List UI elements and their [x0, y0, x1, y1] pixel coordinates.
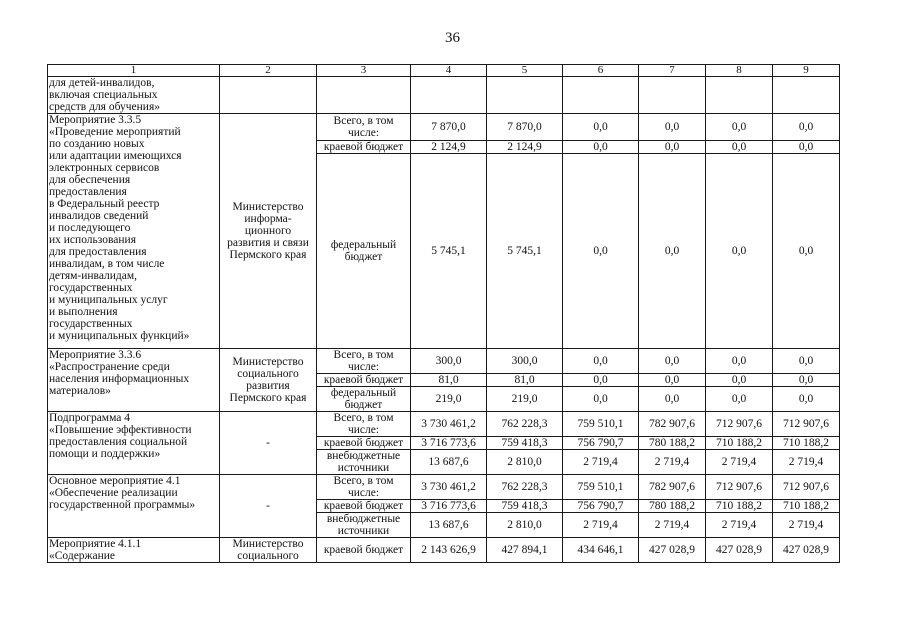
value-cell: 2 719,4 [563, 513, 639, 538]
table-row [48, 412, 840, 437]
column-number: 3 [317, 65, 411, 77]
value-cell: 762 228,3 [487, 412, 563, 437]
activity-name: Подпрограмма 4 «Повышение эффективности предоставления социальной помощи и поддержки» [48, 412, 220, 475]
value-cell: 7 870,0 [411, 114, 487, 141]
value-cell [773, 77, 840, 114]
value-cell: 81,0 [487, 374, 563, 387]
column-number-row [48, 65, 840, 77]
value-cell: 2 143 626,9 [411, 538, 487, 563]
value-cell: 712 907,6 [773, 412, 840, 437]
value-cell: 0,0 [773, 374, 840, 387]
value-cell: 0,0 [773, 349, 840, 374]
value-cell: 710 188,2 [706, 437, 773, 450]
value-cell: 427 028,9 [639, 538, 706, 563]
value-cell: 2 810,0 [487, 513, 563, 538]
funding-source: Всего, в том числе: [317, 349, 411, 374]
value-cell: 3 730 461,2 [411, 412, 487, 437]
activity-name: для детей-инвалидов, включая специальных средств для обучения» [48, 77, 220, 114]
table-row [48, 114, 840, 141]
table-row [48, 475, 840, 500]
value-cell: 0,0 [639, 154, 706, 349]
value-cell: 2 124,9 [411, 141, 487, 154]
funding-source: Всего, в том числе: [317, 475, 411, 500]
value-cell: 5 745,1 [411, 154, 487, 349]
table-row [48, 77, 840, 114]
value-cell: 219,0 [487, 387, 563, 412]
value-cell: 0,0 [706, 114, 773, 141]
value-cell: 0,0 [563, 387, 639, 412]
page-number: 36 [445, 30, 460, 46]
value-cell: 0,0 [639, 114, 706, 141]
value-cell: 300,0 [487, 349, 563, 374]
column-number: 6 [563, 65, 639, 77]
value-cell: 780 188,2 [639, 437, 706, 450]
value-cell: 0,0 [773, 141, 840, 154]
value-cell: 0,0 [563, 141, 639, 154]
table-row [48, 349, 840, 374]
value-cell: 759 418,3 [487, 500, 563, 513]
funding-source: внебюджетные источники [317, 450, 411, 475]
funding-source: федеральный бюджет [317, 387, 411, 412]
budget-table [47, 64, 840, 563]
executor: Министерство социального развития Пермского края [220, 349, 317, 412]
executor: Министерство информа- ционного развития и связи Пермского края [220, 114, 317, 349]
activity-name: Мероприятие 4.1.1 «Содержание [48, 538, 220, 563]
value-cell: 782 907,6 [639, 475, 706, 500]
value-cell: 759 510,1 [563, 412, 639, 437]
value-cell: 81,0 [411, 374, 487, 387]
value-cell: 780 188,2 [639, 500, 706, 513]
value-cell: 710 188,2 [773, 437, 840, 450]
value-cell: 0,0 [773, 387, 840, 412]
value-cell: 0,0 [639, 141, 706, 154]
value-cell: 434 646,1 [563, 538, 639, 563]
value-cell: 762 228,3 [487, 475, 563, 500]
value-cell: 2 719,4 [639, 513, 706, 538]
value-cell: 0,0 [639, 374, 706, 387]
value-cell: 0,0 [773, 154, 840, 349]
value-cell: 2 719,4 [706, 450, 773, 475]
value-cell: 300,0 [411, 349, 487, 374]
value-cell: 710 188,2 [773, 500, 840, 513]
value-cell: 756 790,7 [563, 500, 639, 513]
table-row [48, 538, 840, 563]
value-cell: 710 188,2 [706, 500, 773, 513]
value-cell [563, 77, 639, 114]
value-cell: 0,0 [639, 349, 706, 374]
value-cell: 0,0 [773, 114, 840, 141]
funding-source: краевой бюджет [317, 500, 411, 513]
value-cell: 427 894,1 [487, 538, 563, 563]
value-cell: 0,0 [563, 114, 639, 141]
value-cell: 756 790,7 [563, 437, 639, 450]
funding-source: краевой бюджет [317, 437, 411, 450]
column-number: 8 [706, 65, 773, 77]
value-cell: 2 719,4 [773, 513, 840, 538]
column-number: 9 [773, 65, 840, 77]
activity-name: Мероприятие 3.3.6 «Распространение среди населения информационных материалов» [48, 349, 220, 412]
value-cell: 427 028,9 [773, 538, 840, 563]
funding-source: Всего, в том числе: [317, 412, 411, 437]
value-cell [411, 77, 487, 114]
funding-source: краевой бюджет [317, 374, 411, 387]
executor: - [220, 475, 317, 538]
value-cell: 759 510,1 [563, 475, 639, 500]
activity-name: Мероприятие 3.3.5 «Проведение мероприятий по созданию новых или адаптации имеющихся электронных сервисов для обеспечения предоставления в Федеральный реестр инвалидов сведений и последующего их использования для предоставления инвалидам, в том числе детям-инвалидам, государственных и муниципальных услуг и выполнения государственных и муниципальных функций» [48, 114, 220, 349]
value-cell: 0,0 [639, 387, 706, 412]
value-cell: 712 907,6 [706, 475, 773, 500]
value-cell: 3 716 773,6 [411, 500, 487, 513]
value-cell: 13 687,6 [411, 513, 487, 538]
activity-name: Основное мероприятие 4.1 «Обеспечение реализации государственной программы» [48, 475, 220, 538]
funding-source: внебюджетные источники [317, 513, 411, 538]
value-cell: 2 719,4 [706, 513, 773, 538]
value-cell: 782 907,6 [639, 412, 706, 437]
column-number: 1 [48, 65, 220, 77]
value-cell: 3 716 773,6 [411, 437, 487, 450]
column-number: 2 [220, 65, 317, 77]
value-cell: 0,0 [706, 154, 773, 349]
value-cell: 0,0 [706, 374, 773, 387]
value-cell: 3 730 461,2 [411, 475, 487, 500]
value-cell: 2 719,4 [563, 450, 639, 475]
funding-source: федеральный бюджет [317, 154, 411, 349]
column-number: 5 [487, 65, 563, 77]
funding-source: краевой бюджет [317, 538, 411, 563]
executor-cell [220, 77, 317, 114]
value-cell: 2 719,4 [639, 450, 706, 475]
value-cell [706, 77, 773, 114]
value-cell: 712 907,6 [706, 412, 773, 437]
value-cell: 0,0 [706, 141, 773, 154]
value-cell: 0,0 [563, 154, 639, 349]
funding-source: Всего, в том числе: [317, 114, 411, 141]
value-cell [487, 77, 563, 114]
source-cell [317, 77, 411, 114]
value-cell [639, 77, 706, 114]
value-cell: 5 745,1 [487, 154, 563, 349]
value-cell: 0,0 [706, 349, 773, 374]
value-cell: 7 870,0 [487, 114, 563, 141]
column-number: 7 [639, 65, 706, 77]
value-cell: 2 719,4 [773, 450, 840, 475]
value-cell: 2 810,0 [487, 450, 563, 475]
value-cell: 2 124,9 [487, 141, 563, 154]
executor: Министерство социального [220, 538, 317, 563]
value-cell: 427 028,9 [706, 538, 773, 563]
value-cell: 219,0 [411, 387, 487, 412]
funding-source: краевой бюджет [317, 141, 411, 154]
column-number: 4 [411, 65, 487, 77]
value-cell: 13 687,6 [411, 450, 487, 475]
executor: - [220, 412, 317, 475]
value-cell: 759 418,3 [487, 437, 563, 450]
value-cell: 0,0 [706, 387, 773, 412]
value-cell: 0,0 [563, 374, 639, 387]
value-cell: 0,0 [563, 349, 639, 374]
value-cell: 712 907,6 [773, 475, 840, 500]
